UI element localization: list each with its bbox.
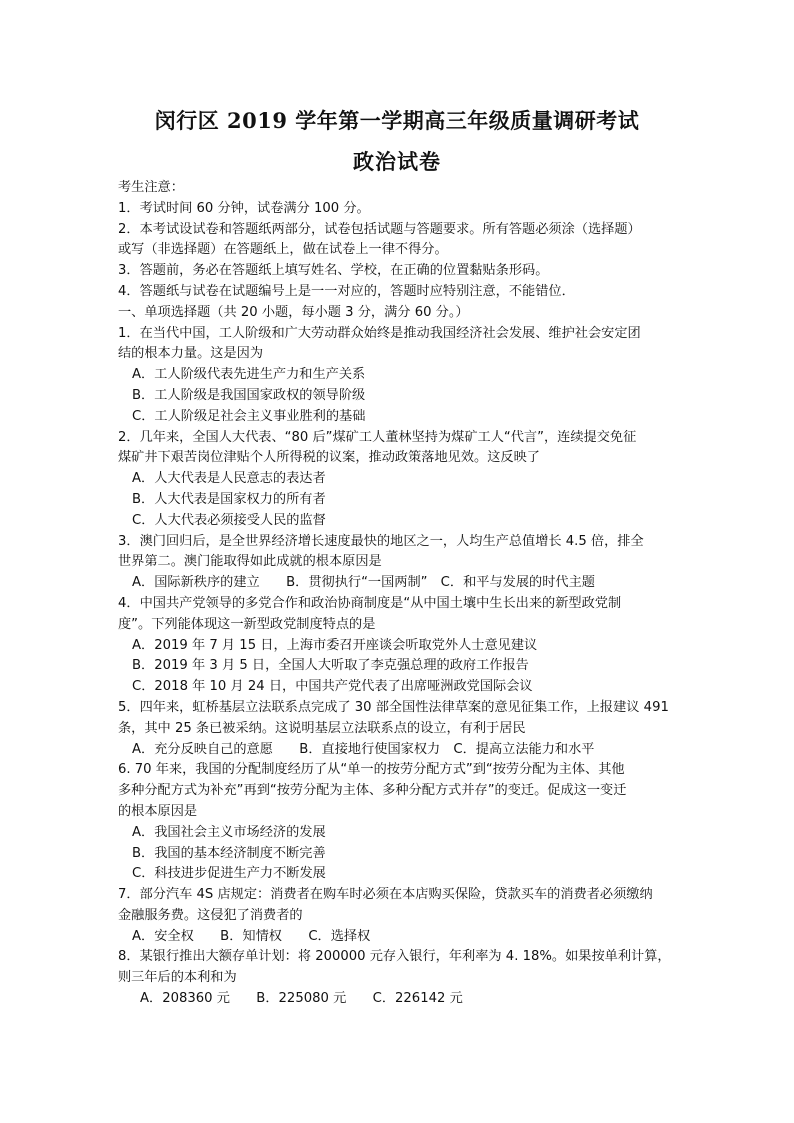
answer-option: C．科技进步促进生产力不断发展 (132, 866, 326, 882)
question-stem-continued: 的根本原因是 (118, 803, 198, 819)
exam-title: 闵行区 2019 学年第一学期高三年级质量调研考试 (154, 108, 640, 133)
answer-option: C．2018 年 10 月 24 日，中国共产党代表了出席哑洲政党国际会议 (132, 679, 533, 695)
answer-option: A．工人阶级代表先进生产力和生产关系 (132, 367, 366, 383)
answer-option: A．我国社会主义市场经济的发展 (132, 824, 326, 840)
answer-option: C．工人阶级足社会主义事业胜利的基础 (132, 408, 366, 424)
question-stem-continued: 煤矿井下艰苦岗位津贴个人所得税的议案，推动政策落地见效。这反映了 (118, 450, 540, 466)
notice-item: 4．答题纸与试卷在试题编号上是一一对应的，答题时应特别注意，不能错位． (118, 283, 575, 299)
question-stem-continued: 条，其中 25 条已被采纳。这说明基层立法联系点的设立，有利于居民 (118, 720, 526, 736)
question-stem: 6. 70 年来，我国的分配制度经历了从“单一的按劳分配方式”到“按劳分配为主体、其他 (118, 762, 625, 778)
notice-heading: 考生注意： (118, 180, 184, 195)
exam-subtitle: 政治试卷 (353, 149, 441, 174)
notice-item: 1．考试时间 60 分钟，试卷满分 100 分。 (118, 200, 370, 216)
answer-options-row: A．国际新秩序的建立 B．贯彻执行“一国两制” C．和平与发展的时代主题 (132, 575, 595, 591)
question-stem-continued: 金融服务费。这侵犯了消费者的 (118, 907, 303, 923)
notice-item: 3．答题前，务必在答题纸上填写姓名、学校，在正确的位置黏贴条形码。 (118, 263, 549, 279)
question-stem-continued: 世界第二。澳门能取得如此成就的根本原因是 (118, 554, 382, 570)
question-stem-continued: 度”。下列能体现这一新型政党制度特点的是 (118, 616, 376, 632)
answer-option: A．人大代表是人民意志的表达者 (132, 471, 326, 487)
question-stem: 1．在当代中国，工人阶级和广大劳动群众始终是推动我国经济社会发展、维护社会安定团 (118, 325, 641, 341)
answer-options-row: A．充分反映自己的意愿 B．直接地行使国家权力 C．提高立法能力和水平 (132, 741, 595, 757)
question-stem: 2．几年来，全国人大代表、“80 后”煤矿工人董林坚持为煤矿工人“代言”，连续提交免征 (118, 429, 637, 445)
answer-options-row: A．208360 元 B．225080 元 C．226142 元 (140, 991, 463, 1007)
answer-options-row: A．安全权 B．知情权 C．选择权 (132, 928, 371, 944)
question-stem: 3．澳门回归后，是全世界经济增长速度最快的地区之一，人均生产总值增长 4.5 倍，排全 (118, 533, 644, 549)
question-stem: 7．部分汽车 4S 店规定：消费者在购车时必须在本店购买保险，贷款买车的消费者必须缴纳 (118, 887, 653, 903)
document-body (118, 178, 678, 1010)
section-heading: 一、单项选择题（共 20 小题，每小题 3 分，满分 60 分。） (118, 304, 469, 320)
answer-option: B．人大代表是国家权力的所有者 (132, 491, 326, 507)
notice-item: 2．本考试设试卷和答题纸两部分，试卷包括试题与答题要求。所有答题必须涂（选择题） (118, 221, 641, 237)
question-stem-continued: 结的根本力量。这是因为 (118, 346, 264, 362)
question-stem: 4．中国共产党领导的多党合作和政治协商制度是“从中国土壤中生长出来的新型政党制 (118, 595, 622, 611)
notice-item-continued: 或写（非选择题）在答题纸上，做在试卷上一律不得分。 (118, 242, 448, 258)
answer-option: B．2019 年 3 月 5 日，全国人大听取了李克强总理的政府工作报告 (132, 658, 529, 674)
question-stem-continued: 则三年后的本利和为 (118, 970, 237, 986)
answer-option: B．工人阶级是我国国家政权的领导阶级 (132, 387, 366, 403)
answer-option: A．2019 年 7 月 15 日，上海市委召开座谈会听取党外人士意见建议 (132, 637, 538, 653)
question-stem: 8．某银行推出大额存单计划：将 200000 元存入银行，年利率为 4. 18%。如果按单利计算， (118, 949, 671, 965)
question-stem: 5．四年来，虹桥基层立法联系点完成了 30 部全国性法律草案的意见征集工作，上报建议 491 (118, 699, 669, 715)
question-stem-continued: 多种分配方式为补充”再到“按劳分配为主体、多种分配方式并存”的变迁。促成这一变迁 (118, 783, 627, 799)
answer-option: C．人大代表必须接受人民的监督 (132, 512, 326, 528)
answer-option: B．我国的基本经济制度不断完善 (132, 845, 326, 861)
